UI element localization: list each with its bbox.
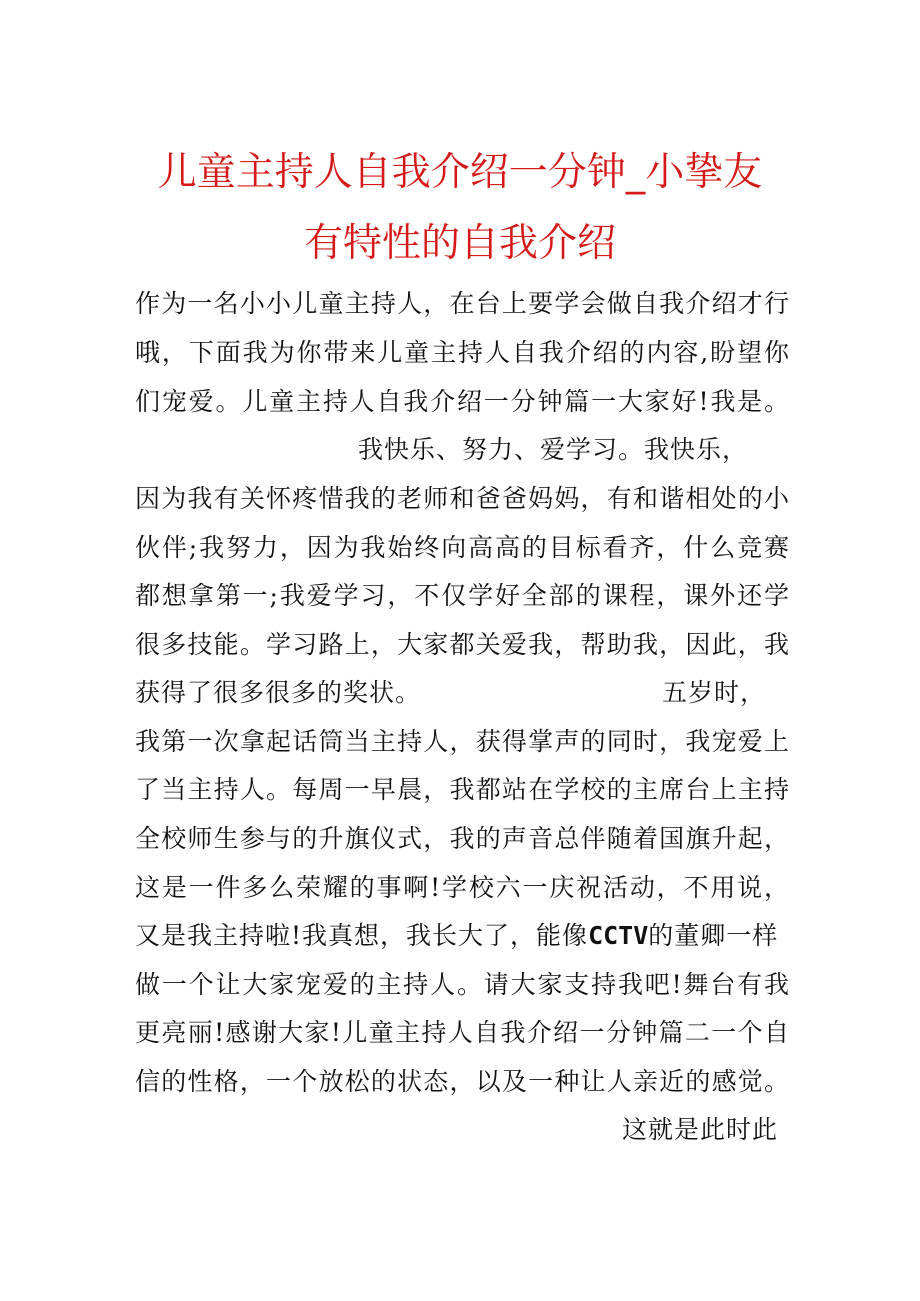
body-line: 做一个让大家宠爱的主持人。请大家支持我吧!舞台有我 — [135, 970, 790, 999]
body-line: 都想拿第一;我爱学习，不仅学好全部的课程，课外还学 — [135, 581, 790, 610]
title-line-1: 儿童主持人自我介绍一分钟_小挚友 — [157, 150, 763, 195]
body-line: 五岁时， — [662, 678, 767, 707]
body-line: 伙伴;我努力，因为我始终向高高的目标看齐，什么竞赛 — [135, 533, 790, 562]
body-line: 了当主持人。每周一早晨，我都站在学校的主席台上主持 — [135, 775, 790, 804]
body-line: 们宠爱。儿童主持人自我介绍一分钟篇一大家好!我是。 — [135, 387, 790, 416]
body-text: 又是我主持啦!我真想，我长大了，能像 — [135, 921, 589, 950]
body-text: 的董卿一样 — [648, 921, 779, 950]
body-line-mixed — [135, 923, 790, 948]
body-text-latin: CCTV — [588, 921, 649, 950]
body-line: 获得了很多很多的奖状。 — [135, 678, 422, 707]
body-line: 很多技能。学习路上，大家都关爱我，帮助我，因此，我 — [135, 630, 790, 659]
body-line: 信的性格，一个放松的状态，以及一种让人亲近的感觉。 — [135, 1067, 790, 1096]
body-line: 这是一件多么荣耀的事啊!学校六一庆祝活动，不用说， — [135, 873, 790, 902]
body-line: 更亮丽!感谢大家!儿童主持人自我介绍一分钟篇二一个自 — [135, 1018, 790, 1047]
body-line: 我快乐、努力、爱学习。我快乐， — [358, 435, 749, 464]
body-line: 因为我有关怀疼惜我的老师和爸爸妈妈，有和谐相处的小 — [135, 484, 790, 513]
body-line: 全校师生参与的升旗仪式，我的声音总伴随着国旗升起， — [135, 824, 790, 853]
title-line-2: 有特性的自我介绍 — [303, 221, 616, 266]
body-line: 作为一名小小儿童主持人，在台上要学会做自我介绍才行 — [135, 289, 790, 318]
body-line: 这就是此时此 — [622, 1115, 779, 1144]
body-line: 我第一次拿起话筒当主持人，获得掌声的同时，我宠爱上 — [135, 727, 790, 756]
body-line: 哦，下面我为你带来儿童主持人自我介绍的内容,盼望你 — [135, 338, 790, 367]
